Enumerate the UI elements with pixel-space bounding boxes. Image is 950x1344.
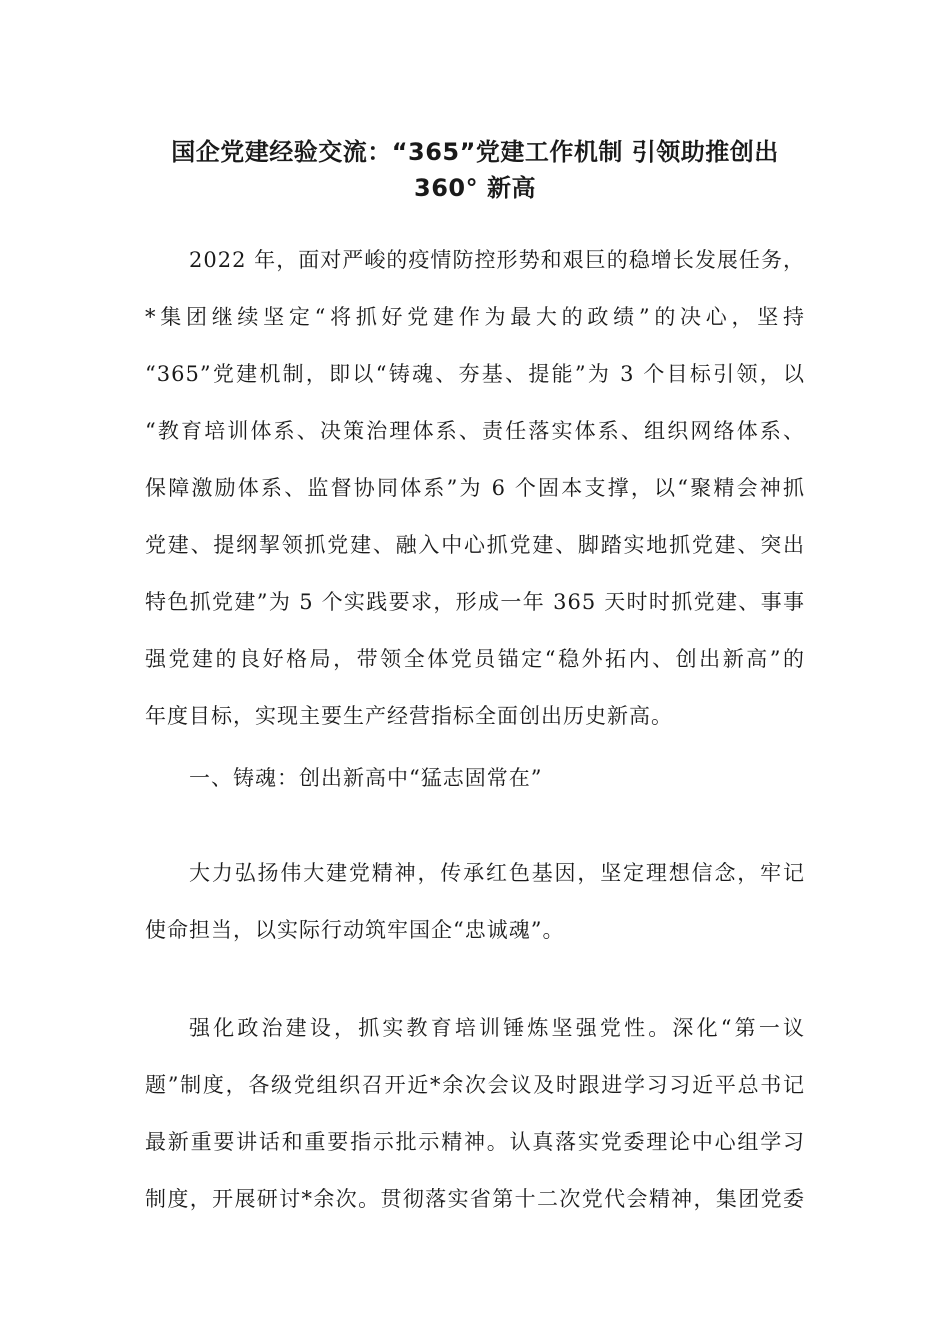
paragraph-line: 强化政治建设，抓实教育培训锤炼坚强党性。深化“第一议 xyxy=(189,1016,805,1040)
paragraph-line: 大力弘扬伟大建党精神，传承红色基因，坚定理想信念，牢记 xyxy=(189,861,805,885)
paragraph-line: 特色抓党建”为 5 个实践要求，形成一年 365 天时时抓党建、事事 xyxy=(145,590,805,614)
paragraph-1 xyxy=(145,232,805,745)
paragraph-line: 最新重要讲话和重要指示批示精神。认真落实党委理论中心组学习 xyxy=(145,1130,805,1154)
paragraph-line: 党建、提纲挈领抓党建、融入中心抓党建、脚踏实地抓党建、突出 xyxy=(145,533,805,557)
paragraph-line: 题”制度，各级党组织召开近*余次会议及时跟进学习习近平总书记 xyxy=(145,1073,805,1097)
paragraph-2 xyxy=(145,845,805,959)
paragraph-line: 2022 年，面对严峻的疫情防控形势和艰巨的稳增长发展任务， xyxy=(189,248,805,272)
document-title-line-2: 360° 新高 xyxy=(414,174,536,202)
paragraph-line: “教育培训体系、决策治理体系、责任落实体系、组织网络体系、 xyxy=(145,419,805,443)
paragraph-3 xyxy=(145,1000,805,1228)
paragraph-line: 使命担当，以实际行动筑牢国企“忠诚魂”。 xyxy=(145,918,565,942)
paragraph-line: *集团继续坚定“将抓好党建作为最大的政绩”的决心，坚持 xyxy=(145,305,805,329)
paragraph-line: 强党建的良好格局，带领全体党员锚定“稳外拓内、创出新高”的 xyxy=(145,647,805,671)
paragraph-line: 保障激励体系、监督协同体系”为 6 个固本支撑，以“聚精会神抓 xyxy=(145,476,805,500)
paragraph-line: 年度目标，实现主要生产经营指标全面创出历史新高。 xyxy=(145,704,673,728)
document-title-line-1: 国企党建经验交流：“365”党建工作机制 引领助推创出 xyxy=(171,138,779,166)
section-heading-text: 一、铸魂：创出新高中“猛志固常在” xyxy=(189,766,543,790)
section-heading-1 xyxy=(145,750,805,807)
paragraph-line: 制度，开展研讨*余次。贯彻落实省第十二次党代会精神，集团党委 xyxy=(145,1187,805,1211)
paragraph-line: “365”党建机制，即以“铸魂、夯基、提能”为 3 个目标引领，以 xyxy=(145,362,805,386)
